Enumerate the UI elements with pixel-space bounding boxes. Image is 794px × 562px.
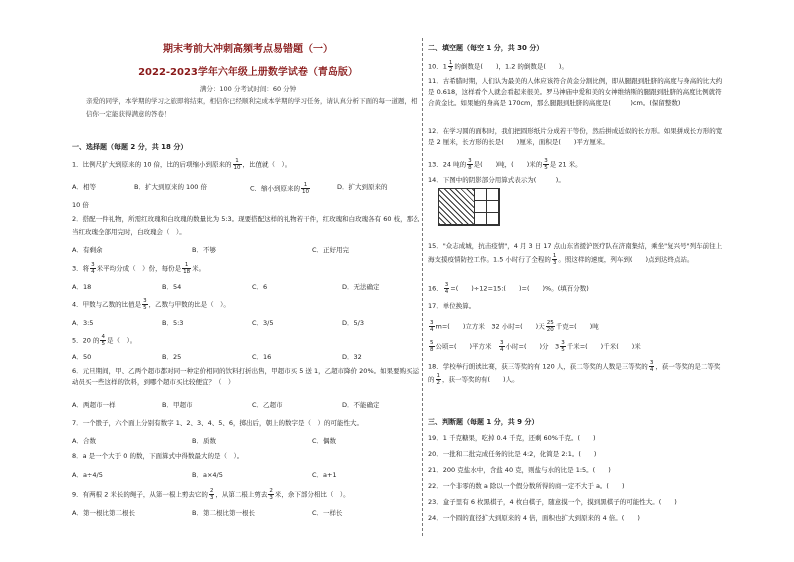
q1-option-d: D．扩大到原来的 — [337, 183, 388, 191]
page-subtitle: 2022-2023学年六年级上册数学试卷（青岛版） — [138, 67, 358, 78]
fraction: $\frac{2}{3}$ — [209, 488, 214, 501]
q5-option-b: B．25 — [162, 353, 182, 361]
q8-option-b: B．a×4/5 — [192, 471, 223, 479]
question-11: 11．古希腊时期，人们认为最美的人体应该符合黄金分割比例，即从腿跟到肚脐的高度与身高的比大约是 0.618，这样看个人就会看起来很美。罗马神庙中爱和美的女神维纳斯的腿跟到肚脐的高度比例就符合黄金比。如果她的身高是 170cm，那么腿跟到肚脐的高度是( )cm。(保留整数) — [428, 77, 723, 107]
q9-option-a: A．第一根比第二根长 — [72, 509, 135, 517]
question-2: 2．搭配一件礼物，所需红玫瑰和白玫瑰的数量比为 5:3。现要搭配这样的礼物若干件，红玫瑰和白玫瑰各有 60 枝，那么当红玫瑰全部用完时，白玫瑰会（ ）。 — [72, 215, 420, 236]
question-16: 16． $\frac{3}{4}$ =( )÷12=15:( )=( )%。(填百分数) — [428, 282, 589, 295]
question-24: 24．一个圆的直径扩大到原来的 4 倍，面积也扩大到原来的 4 倍。( ) — [428, 514, 640, 522]
fraction: $\frac{1}{3}$ — [552, 253, 557, 266]
exam-meta: 满分：100 分考试时间：60 分钟 — [199, 85, 297, 93]
q8-option-a: A．a÷4/5 — [72, 471, 103, 479]
question-5: 5．20 的 $\frac{4}{5}$ 是（ ）。 — [72, 334, 137, 347]
question-10: 10．1 $\frac{1}{2}$ 的倒数是( )，1.2 的倒数是( )。 — [428, 60, 568, 73]
intro-paragraph: 亲爱的同学，本学期的学习之旅即将结束，相信你已经顺利完成本学期的学习任务，请认真分析下面的每一道题，相信你一定能获得满意的答卷！ — [86, 97, 418, 118]
fraction: $\frac{4}{5}$ — [101, 334, 105, 347]
q4-option-a: A．3:5 — [72, 319, 94, 327]
grid-cell — [487, 201, 499, 213]
q3-option-b: B．54 — [162, 283, 182, 291]
q3-option-a: A．18 — [72, 283, 92, 291]
q6-option-a: A．两超市一样 — [72, 401, 116, 409]
question-4: 4．甲数与乙数的比值是 $\frac{3}{5}$ ，乙数与甲数的比是（ ）。 — [72, 298, 230, 311]
question-7: 7．一个骰子，六个面上分别有数字 1、2、3、4、5、6，掷出后，朝上的数字是（ ）的可能性大。 — [72, 419, 364, 427]
question-12: 12．在学习圆的面积时，我们把圆形纸片分成若干等份，然后拼成近似的长方形。如果拼成长方形的宽是 2 厘米，长方形的长是( )厘米，面积是( )平方厘米。 — [428, 127, 723, 146]
fraction: $\frac{3}{4}$ — [444, 282, 449, 295]
fraction: $\frac{3}{4}$ — [649, 360, 654, 373]
q7-option-a: A．合数 — [72, 437, 96, 445]
q4-option-d: D．5/3 — [342, 319, 364, 327]
question-17: 17．单位换算。 — [428, 302, 476, 310]
fraction: $\frac{1}{18}$ — [183, 262, 191, 275]
q6-option-d: D．不能确定 — [342, 401, 380, 409]
section-3-heading: 三、判断题（每题 1 分，共 9 分） — [428, 418, 539, 426]
q6-option-c: C．乙超市 — [252, 401, 283, 409]
q2-option-c: C．正好用完 — [312, 246, 350, 254]
q9-option-b: B．第二根比第一根长 — [192, 509, 255, 517]
q8-option-c: C．a+1 — [312, 471, 337, 479]
question-18: 18．学校举行朗读比赛，获三等奖的有 120 人，获二等奖的人数是三等奖的 $\frac{3}{4}$ ，获一等奖的是二等奖的 $\frac{1}{2}$ ，获一等奖的有( )人。 — [428, 360, 721, 386]
q1-option-a: A．相等 — [72, 183, 96, 191]
q4-option-c: C．3/5 — [252, 319, 274, 327]
q5-option-d: D．32 — [342, 353, 362, 361]
fraction: $\frac{1}{2}$ — [448, 60, 453, 73]
q3-option-c: C．6 — [252, 283, 268, 291]
left-column — [72, 0, 424, 562]
q1-option-c: C．缩小到原来的 $\frac{1}{10}$ — [250, 182, 310, 195]
fraction: $\frac{3}{8}$ — [468, 158, 472, 171]
question-22: 22．一个非零的数 a 除以一个假分数所得的商一定不大于 a。( ) — [428, 482, 625, 490]
grid-cell — [475, 201, 487, 213]
fraction: $\frac{3}{4}$ — [91, 262, 95, 275]
q2-option-a: A．有剩余 — [72, 246, 103, 254]
question-20: 20．一批和二批完成任务的比是 4:2，化简是 2:1。( ) — [428, 450, 597, 458]
fraction: $\frac{2}{3}$ — [269, 488, 273, 501]
fraction: $\frac{5}{8}$ — [430, 340, 434, 353]
q5-option-c: C．16 — [252, 353, 272, 361]
q4-option-b: B．5:3 — [162, 319, 184, 327]
grid-cell — [475, 213, 487, 225]
question-1: 1．比例尺扩大到原来的 10 倍，比的后项缩小到原来的 $\frac{1}{10}$ ，比值就（ ）。 — [72, 158, 292, 171]
question-9: 9．有两根 2 米长的绳子，从第一根上剪去它的 $\frac{2}{3}$ ，从第二根上剪去 $\frac{2}{3}$ 米，余下部分相比（ ）。 — [72, 488, 350, 501]
fraction: $\frac{25}{20}$ — [546, 320, 554, 333]
shaded-region — [439, 189, 475, 225]
question-23: 23．盒子里有 6 枚黑棋子，4 枚白棋子，随意摸一个，摸到黑棋子的可能性大。( ) — [428, 498, 677, 506]
question-6: 6．元旦期间，甲、乙两个超市都对同一种定价相同的饮料打折出售，甲超市买 5 送 1，乙超市降价 20%。如果要购买运动员买一些这样的饮料，到哪个超市买比较便宜？（ ） — [72, 367, 420, 386]
fraction: $\frac{3}{5}$ — [143, 298, 147, 311]
q2-option-b: B．不够 — [192, 246, 216, 254]
question-8: 8．a 是一个大于 0 的数，下面算式中得数最大的是（ ）。 — [72, 452, 244, 460]
question-3: 3．将 $\frac{3}{4}$ 米平均分成（ ）份，每份是 $\frac{1}{18}$ 米。 — [72, 262, 206, 275]
fraction: $\frac{3}{4}$ — [500, 340, 504, 353]
question-15: 15．"众志成城，抗击疫情"，4 月 3 日 17 点山东省援沪医疗队在济南集结，乘坐"复兴号"列车前往上海支援疫情防控工作。1.5 小时行了全程的 $\frac{1}{3}$ 。照这样的速度，列车到( )点到达终点站。 — [428, 242, 723, 266]
q7-option-c: C．偶数 — [312, 437, 337, 445]
shaded-grid-figure — [438, 188, 500, 226]
question-14: 14．下图中的阴影部分用算式表示为( )。 — [428, 176, 565, 184]
q7-option-b: B．质数 — [192, 437, 216, 445]
question-13: 13．24 吨的 $\frac{3}{8}$ 是( )吨，( )米的 $\frac{3}{5}$ 是 21 米。 — [428, 158, 582, 171]
q6-option-b: B．甲超市 — [162, 401, 193, 409]
q17-row-1: $\frac{3}{4}$ m=( )立方米 32 小时=( )天 $\frac{25}{20}$ 千克=( )吨 — [430, 320, 599, 333]
fraction: $\frac{1}{10}$ — [302, 182, 310, 195]
q3-option-d: D．无法确定 — [342, 283, 380, 291]
page-title: 期末考前大冲刺高频考点易错题（一） — [163, 44, 333, 55]
section-1-heading: 一、选择题（每题 2 分，共 18 分） — [72, 143, 188, 151]
question-21: 21．200 克盐水中，含盐 40 克，则盐与水的比是 1:5。( ) — [428, 466, 611, 474]
right-column — [428, 0, 724, 562]
question-19: 19．1 千克糖果，吃掉 0.4 千克，还剩 60%千克。( ) — [428, 434, 596, 442]
fraction: $\frac{1}{2}$ — [436, 373, 440, 386]
fraction: $\frac{3}{5}$ — [561, 340, 565, 353]
section-2-heading: 二、填空题（每空 1 分，共 30 分） — [428, 44, 544, 52]
fraction: $\frac{3}{5}$ — [544, 158, 548, 171]
q5-option-a: A．50 — [72, 353, 92, 361]
grid-cell — [475, 189, 487, 201]
fraction: $\frac{1}{10}$ — [233, 158, 241, 171]
grid-cell — [487, 213, 499, 225]
q9-option-c: C．一样长 — [312, 509, 343, 517]
fraction: $\frac{3}{4}$ — [430, 320, 434, 333]
grid-cell — [487, 189, 499, 201]
q17-row-2: $\frac{5}{8}$ 公顷=( )平方米 $\frac{3}{4}$ 小时=( )分 3 $\frac{3}{5}$ 千米=( )千米( )米 — [430, 340, 641, 353]
q1-option-d-cont: 10 倍 — [72, 201, 89, 209]
q1-option-b: B．扩大到原来的 100 倍 — [134, 183, 207, 191]
